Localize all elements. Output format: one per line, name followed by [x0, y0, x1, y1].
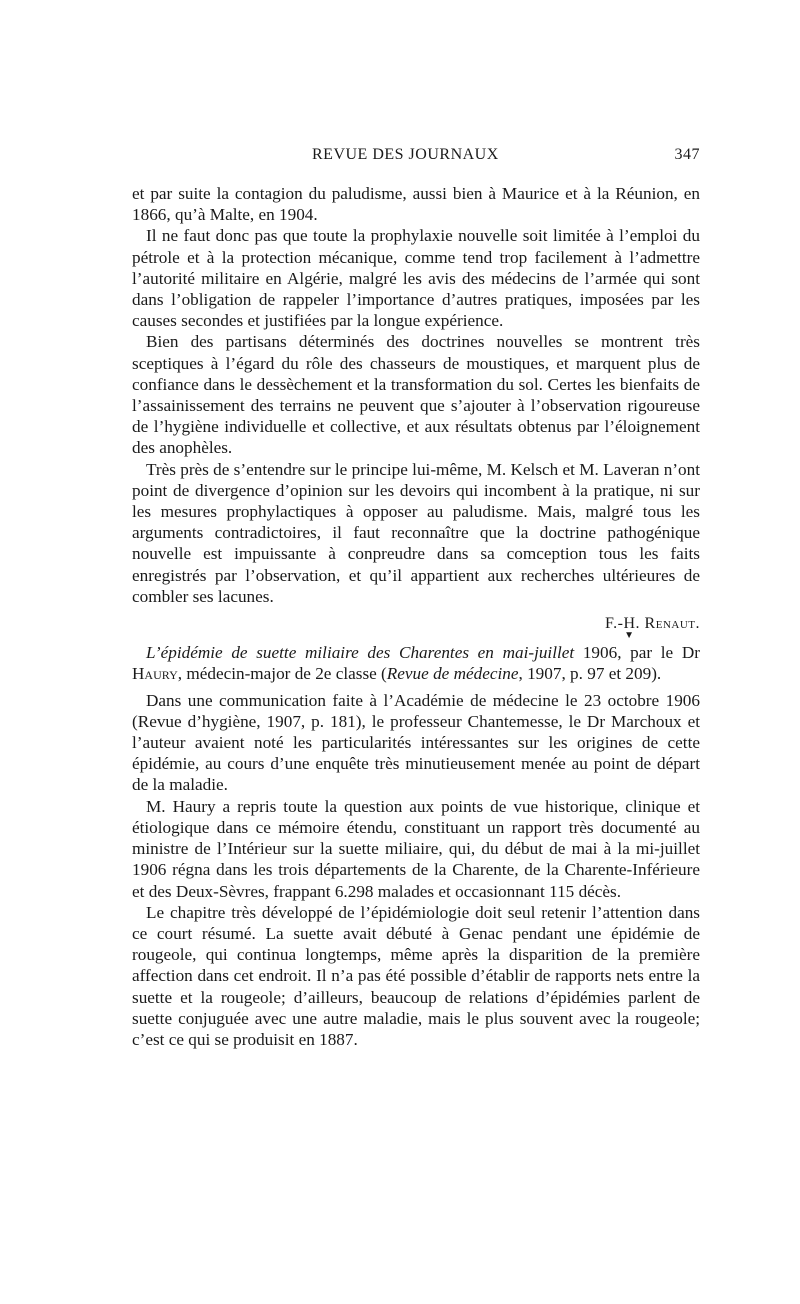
review-entry-heading: [132, 642, 700, 684]
entry-citation: , 1907, p. 97 et 209).: [518, 664, 662, 684]
entry-journal: Revue de médecine: [386, 664, 519, 684]
article-body: [132, 183, 700, 1050]
paragraph: Il ne faut donc pas que toute la prophylaxie nouvelle soit limitée à l’emploi du pétrole et à la protection mécanique, comme tend trop facilement à l’admettre l’autorité militaire en Algérie, malgré les avis des médecins de l’armée qui sont dans l’obligation de rappeler l’importance d’autres pratiques, imposées par les causes secondes et justifiées par la longue expérience.: [132, 226, 700, 331]
page-number: 347: [674, 146, 700, 163]
paragraph: Dans une communication faite à l’Académie de médecine le 23 octobre 1906 (Revue d’hygiène, 1907, p. 181), le professeur Chantemesse, le Dr Marchoux et l’auteur avaient noté les particularités intéressantes sur les origines de cette épidémie, au cours d’une enquête très minutieusement menée au point de départ de la maladie.: [132, 690, 700, 795]
entry-title: L’épidémie de suette miliaire des Charentes en mai-juillet: [146, 643, 575, 663]
section-ornament: ▼: [624, 630, 634, 642]
paragraph: Bien des partisans déterminés des doctrines nouvelles se montrent très sceptiques à l’égard du rôle des chasseurs de moustiques, et marquent plus de confiance dans le dessèchement et la transformation du sol. Certes les bienfaits de l’assainissement des terrains ne peuvent que s’ajouter à l’observation rigoureuse de l’hygiène individuelle et collective, et aux résultats obtenus par l’éloignement des anophèles.: [132, 332, 700, 458]
entry-author: Haury: [132, 664, 178, 684]
paragraph: Le chapitre très développé de l’épidémiologie doit seul retenir l’attention dans ce court résumé. La suette avait débuté à Genac pendant une épidémie de rougeole, qui continua longtemps, même après la disparition de la première affection dans cet endroit. Il n’a pas été possible d’établir de rapports nets entre la suette et la rougeole; d’ailleurs, beaucoup de relations d’épidémies parlent de suette conjuguée avec une autre maladie, mais le plus souvent avec la rougeole; c’est ce qui se produisit en 1887.: [132, 902, 700, 1049]
author-signature: F.-H. Renaut.: [605, 615, 700, 633]
paragraph: et par suite la contagion du paludisme, aussi bien à Maurice et à la Réunion, en 1866, qu’à Malte, en 1904.: [132, 184, 700, 225]
author-prefix: Dr: [681, 643, 700, 663]
entry-year: 1906, par le: [574, 643, 674, 663]
paragraph: M. Haury a repris toute la question aux points de vue historique, clinique et étiologique dans ce mémoire étendu, constituant un rapport très documenté au ministre de l’Intérieur sur la suette miliaire, qui, du début de mai à la mi-juillet 1906 régna dans les trois départements de la Charente, de la Charente-Inférieure et des Deux-Sèvres, frappant 6.298 malades et occasionnant 115 décès.: [132, 796, 700, 901]
page-header: [132, 146, 700, 170]
entry-author-desc: , médecin-major de 2e classe (: [177, 664, 387, 684]
running-head: REVUE DES JOURNAUX: [312, 146, 499, 163]
paragraph: Très près de s’entendre sur le principe lui-même, M. Kelsch et M. Laveran n’ont point de divergence d’opinion sur les devoirs qui incombent à la pratique, ni sur les mesures prophylactiques à opposer au paludisme. Mais, malgré tous les arguments contradictoires, il faut reconnaître que la doctrine pathogénique nouvelle est impuissante à conpreudre dans sa comception tous les faits enregistrés par l’observation, et qu’il appartient aux recherches ultérieures de combler ses lacunes.: [132, 459, 700, 606]
